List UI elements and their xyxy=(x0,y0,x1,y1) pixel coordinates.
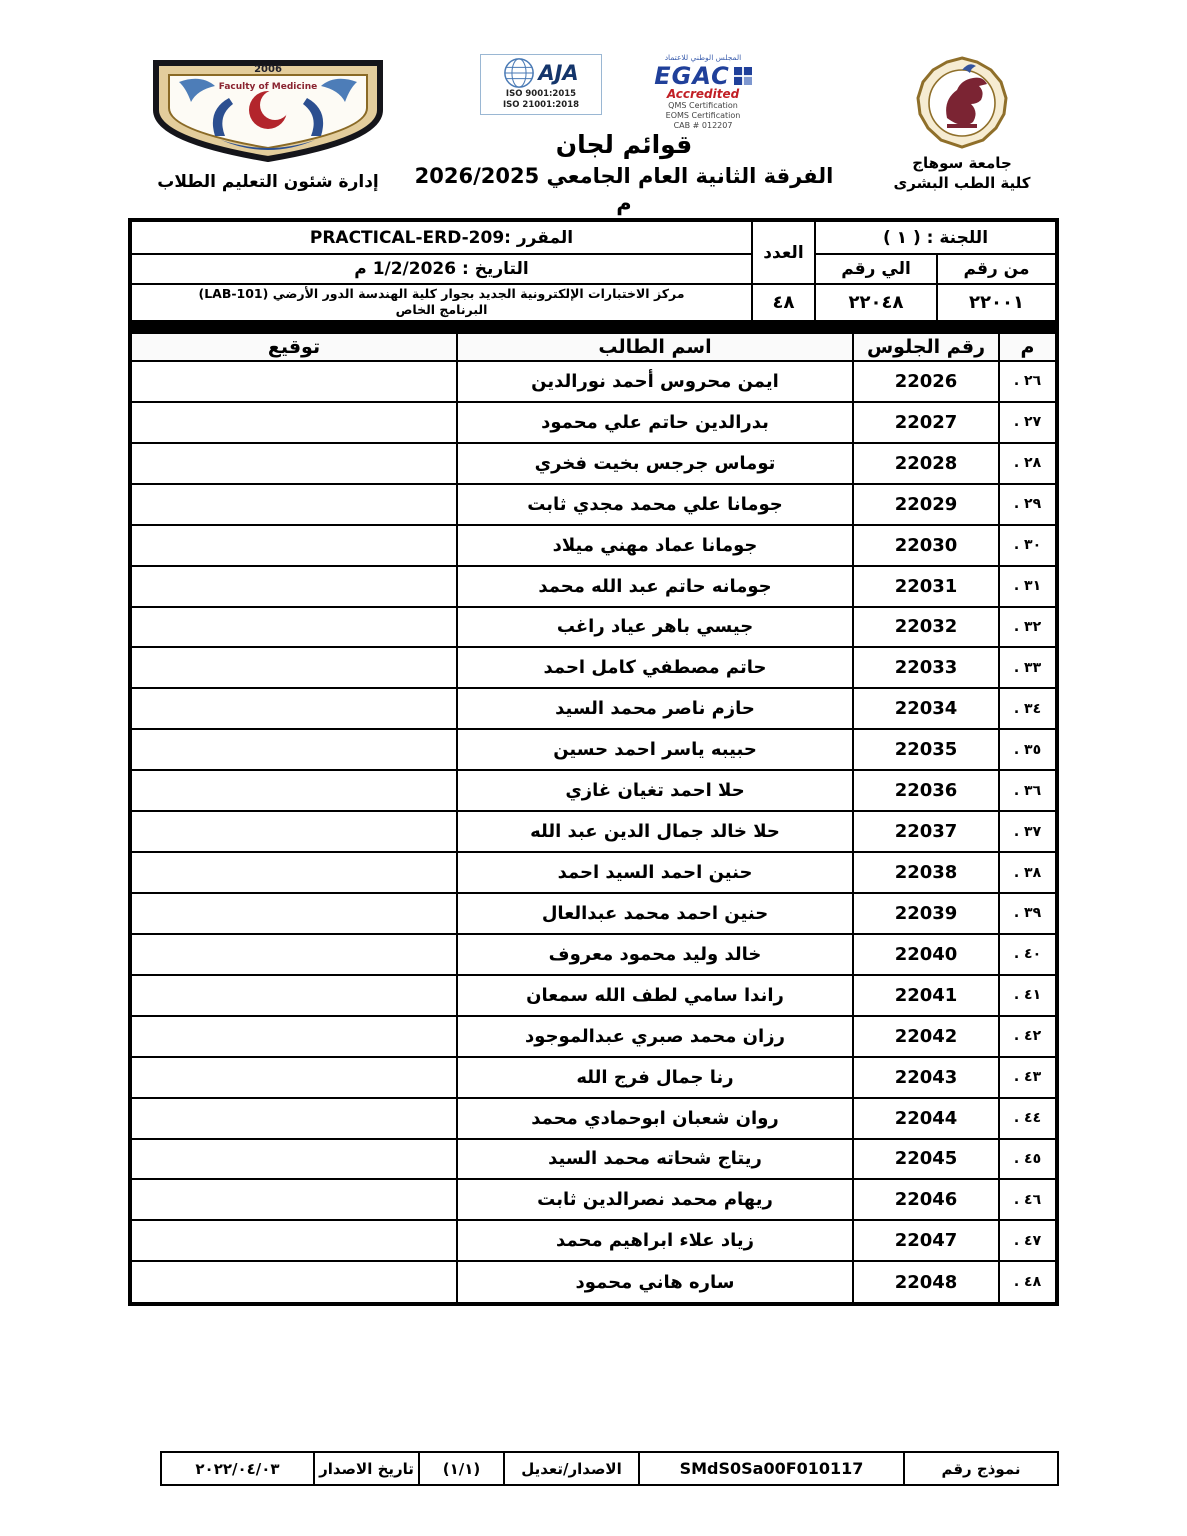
students-body xyxy=(130,361,1057,1304)
exam-location-cell xyxy=(130,284,752,322)
row-index: ٢٨ . xyxy=(999,443,1057,484)
student-row xyxy=(130,688,1057,729)
sohag-university-emblem-icon xyxy=(911,56,1013,150)
signature-cell xyxy=(130,443,457,484)
seat-number: 22039 xyxy=(853,893,999,934)
row-index: ٤٢ . xyxy=(999,1016,1057,1057)
aja-iso-line: ISO 9001:2015 xyxy=(505,89,577,99)
seat-number: 22042 xyxy=(853,1016,999,1057)
egac-accreditation-logo xyxy=(638,54,768,131)
student-row xyxy=(130,402,1057,443)
signature-cell xyxy=(130,1098,457,1139)
signature-cell xyxy=(130,361,457,402)
student-name: حلا خالد جمال الدين عبد الله xyxy=(457,811,853,852)
signature-cell xyxy=(130,1261,457,1304)
accreditation-logos xyxy=(408,53,840,131)
faculty-logo-block xyxy=(146,58,390,192)
exam-date-cell: التاريخ : 1/2/2026 م xyxy=(130,254,752,284)
student-row xyxy=(130,975,1057,1016)
row-index: ٣٠ . xyxy=(999,525,1057,566)
student-row xyxy=(130,443,1057,484)
seat-number: 22028 xyxy=(853,443,999,484)
col-header-student-name: اسم الطالب xyxy=(457,329,853,361)
signature-cell xyxy=(130,647,457,688)
signature-cell xyxy=(130,402,457,443)
signature-cell xyxy=(130,1016,457,1057)
student-name: رزان محمد صبري عبدالموجود xyxy=(457,1016,853,1057)
signature-cell xyxy=(130,607,457,648)
university-logo-block xyxy=(884,56,1040,193)
row-index: ٤٣ . xyxy=(999,1057,1057,1098)
count-label: العدد xyxy=(752,220,815,284)
exam-info-table xyxy=(128,218,1059,324)
document-title: قوائم لجان xyxy=(555,130,693,159)
seat-number: 22037 xyxy=(853,811,999,852)
student-name: زياد علاء ابراهيم محمد xyxy=(457,1220,853,1261)
student-name: رنا جمال فرج الله xyxy=(457,1057,853,1098)
student-row xyxy=(130,607,1057,648)
student-name: خالد وليد محمود معروف xyxy=(457,934,853,975)
signature-cell xyxy=(130,1139,457,1180)
form-number-value: SMdS0Sa00F010117 xyxy=(639,1452,904,1485)
location-line: البرنامج الخاص xyxy=(395,302,488,318)
seat-number: 22030 xyxy=(853,525,999,566)
student-name: ايمن محروس أحمد نورالدين xyxy=(457,361,853,402)
seat-number: 22027 xyxy=(853,402,999,443)
signature-cell xyxy=(130,975,457,1016)
student-row xyxy=(130,1220,1057,1261)
col-header-index: م xyxy=(999,329,1057,361)
student-row xyxy=(130,361,1057,402)
student-row xyxy=(130,1261,1057,1304)
from-number-label: من رقم xyxy=(937,254,1057,284)
row-index: ٣٣ . xyxy=(999,647,1057,688)
student-row xyxy=(130,1179,1057,1220)
from-number-value: ٢٢٠٠١ xyxy=(937,284,1057,322)
aja-iso-logo xyxy=(480,54,602,115)
row-index: ٤٦ . xyxy=(999,1179,1057,1220)
row-index: ٣٥ . xyxy=(999,729,1057,770)
signature-cell xyxy=(130,934,457,975)
seat-number: 22031 xyxy=(853,566,999,607)
row-index: ٤٧ . xyxy=(999,1220,1057,1261)
student-name: ساره هاني محمود xyxy=(457,1261,853,1304)
egac-grid-icon xyxy=(734,67,752,85)
student-row xyxy=(130,647,1057,688)
seat-number: 22036 xyxy=(853,770,999,811)
to-number-label: الي رقم xyxy=(815,254,937,284)
seat-number: 22038 xyxy=(853,852,999,893)
row-index: ٤٥ . xyxy=(999,1139,1057,1180)
row-index: ٢٦ . xyxy=(999,361,1057,402)
student-row xyxy=(130,770,1057,811)
seat-number: 22043 xyxy=(853,1057,999,1098)
seat-number: 22032 xyxy=(853,607,999,648)
seat-number: 22029 xyxy=(853,484,999,525)
col-header-seat-number: رقم الجلوس xyxy=(853,329,999,361)
student-row xyxy=(130,1057,1057,1098)
student-name: حاتم مصطفي كامل احمد xyxy=(457,647,853,688)
count-value: ٤٨ xyxy=(752,284,815,322)
faculty-name: كلية الطب البشرى xyxy=(893,173,1031,192)
student-row xyxy=(130,525,1057,566)
committee-number: اللجنة : ( ١ ) xyxy=(815,220,1057,254)
signature-cell xyxy=(130,688,457,729)
student-name: جومانه حاتم عبد الله محمد xyxy=(457,566,853,607)
row-index: ٣٧ . xyxy=(999,811,1057,852)
seat-number: 22034 xyxy=(853,688,999,729)
egac-wordmark: EGAC xyxy=(654,62,730,91)
student-name: حنين احمد محمد عبدالعال xyxy=(457,893,853,934)
seat-number: 22035 xyxy=(853,729,999,770)
aja-iso-line: ISO 21001:2018 xyxy=(502,100,580,111)
student-name: حازم ناصر محمد السيد xyxy=(457,688,853,729)
seat-number: 22033 xyxy=(853,647,999,688)
egac-accredited-label: Accredited xyxy=(666,87,740,102)
revision-value: (١/١) xyxy=(419,1452,504,1485)
egac-arc-text: المجلس الوطني للاعتماد xyxy=(664,53,742,62)
faculty-of-medicine-shield-icon xyxy=(149,58,387,164)
signature-cell xyxy=(130,484,457,525)
course-cell: المقرر :PRACTICAL-ERD-209 xyxy=(130,220,752,254)
egac-cert-line: EOMS Certification xyxy=(665,111,741,121)
form-number-label: نموذج رقم xyxy=(904,1452,1058,1485)
header-center xyxy=(408,54,840,218)
seat-number: 22026 xyxy=(853,361,999,402)
student-row xyxy=(130,852,1057,893)
student-name: جومانا علي محمد مجدي ثابت xyxy=(457,484,853,525)
student-name: راندا سامي لطف الله سمعان xyxy=(457,975,853,1016)
seat-number: 22041 xyxy=(853,975,999,1016)
student-row xyxy=(130,566,1057,607)
row-index: ٣٢ . xyxy=(999,607,1057,648)
seat-number: 22048 xyxy=(853,1261,999,1304)
student-row xyxy=(130,893,1057,934)
university-name: جامعة سوهاج xyxy=(912,154,1012,172)
seat-number: 22040 xyxy=(853,934,999,975)
student-row xyxy=(130,1098,1057,1139)
signature-cell xyxy=(130,893,457,934)
student-name: توماس جرجس بخيت فخري xyxy=(457,443,853,484)
row-index: ٣٤ . xyxy=(999,688,1057,729)
col-header-signature: توقيع xyxy=(130,329,457,361)
revision-label: الاصدار/تعديل xyxy=(504,1452,639,1485)
row-index: ٤١ . xyxy=(999,975,1057,1016)
row-index: ٢٧ . xyxy=(999,402,1057,443)
student-name: جيسي باهر عياد راغب xyxy=(457,607,853,648)
student-name: روان شعبان ابوحمادي محمد xyxy=(457,1098,853,1139)
issue-date-label: تاريخ الاصدار xyxy=(314,1452,419,1485)
table-header-row xyxy=(130,329,1057,361)
student-row xyxy=(130,1016,1057,1057)
student-name: حنين احمد السيد احمد xyxy=(457,852,853,893)
aja-globe-icon xyxy=(503,57,535,89)
row-index: ٣١ . xyxy=(999,566,1057,607)
issue-date-value: ٢٠٢٢/٠٤/٠٣ xyxy=(161,1452,314,1485)
aja-wordmark: AJA xyxy=(538,61,579,85)
row-index: ٣٦ . xyxy=(999,770,1057,811)
seat-number: 22045 xyxy=(853,1139,999,1180)
students-table xyxy=(128,324,1059,1306)
signature-cell xyxy=(130,1179,457,1220)
signature-cell xyxy=(130,729,457,770)
seat-number: 22047 xyxy=(853,1220,999,1261)
signature-cell xyxy=(130,525,457,566)
student-affairs-caption: إدارة شئون التعليم الطلاب xyxy=(157,172,379,192)
student-name: بدرالدين حاتم علي محمود xyxy=(457,402,853,443)
student-name: ريهام محمد نصرالدين ثابت xyxy=(457,1179,853,1220)
row-index: ٢٩ . xyxy=(999,484,1057,525)
student-row xyxy=(130,484,1057,525)
signature-cell xyxy=(130,1057,457,1098)
seat-number: 22044 xyxy=(853,1098,999,1139)
student-name: جومانا عماد مهني ميلاد xyxy=(457,525,853,566)
student-row xyxy=(130,811,1057,852)
row-index: ٤٨ . xyxy=(999,1261,1057,1304)
row-index: ٤٤ . xyxy=(999,1098,1057,1139)
student-name: ريتاج شحاته محمد السيد xyxy=(457,1139,853,1180)
document-subtitle: الفرقة الثانية العام الجامعي 2026/2025 م xyxy=(414,164,834,216)
signature-cell xyxy=(130,852,457,893)
student-row xyxy=(130,1139,1057,1180)
form-meta-row xyxy=(161,1452,1058,1485)
row-index: ٣٩ . xyxy=(999,893,1057,934)
location-line: مركز الاختبارات الإلكترونية الجديد بجوار كلية الهندسة الدور الأرضي (LAB-101) xyxy=(198,286,685,301)
row-index: ٤٠ . xyxy=(999,934,1057,975)
student-row xyxy=(130,729,1057,770)
signature-cell xyxy=(130,811,457,852)
faculty-logo-year: 2006 xyxy=(254,64,282,75)
student-name: حلا احمد تغيان غازي xyxy=(457,770,853,811)
to-number-value: ٢٢٠٤٨ xyxy=(815,284,937,322)
egac-cert-line: QMS Certification xyxy=(668,101,738,111)
signature-cell xyxy=(130,566,457,607)
faculty-logo-motto: Faculty of Medicine xyxy=(218,82,318,92)
seat-number: 22046 xyxy=(853,1179,999,1220)
signature-cell xyxy=(130,1220,457,1261)
student-row xyxy=(130,934,1057,975)
row-index: ٣٨ . xyxy=(999,852,1057,893)
egac-cert-line: CAB # 012207 xyxy=(673,121,733,131)
student-name: حبيبه ياسر احمد حسين xyxy=(457,729,853,770)
form-meta-table xyxy=(160,1451,1059,1486)
signature-cell xyxy=(130,770,457,811)
